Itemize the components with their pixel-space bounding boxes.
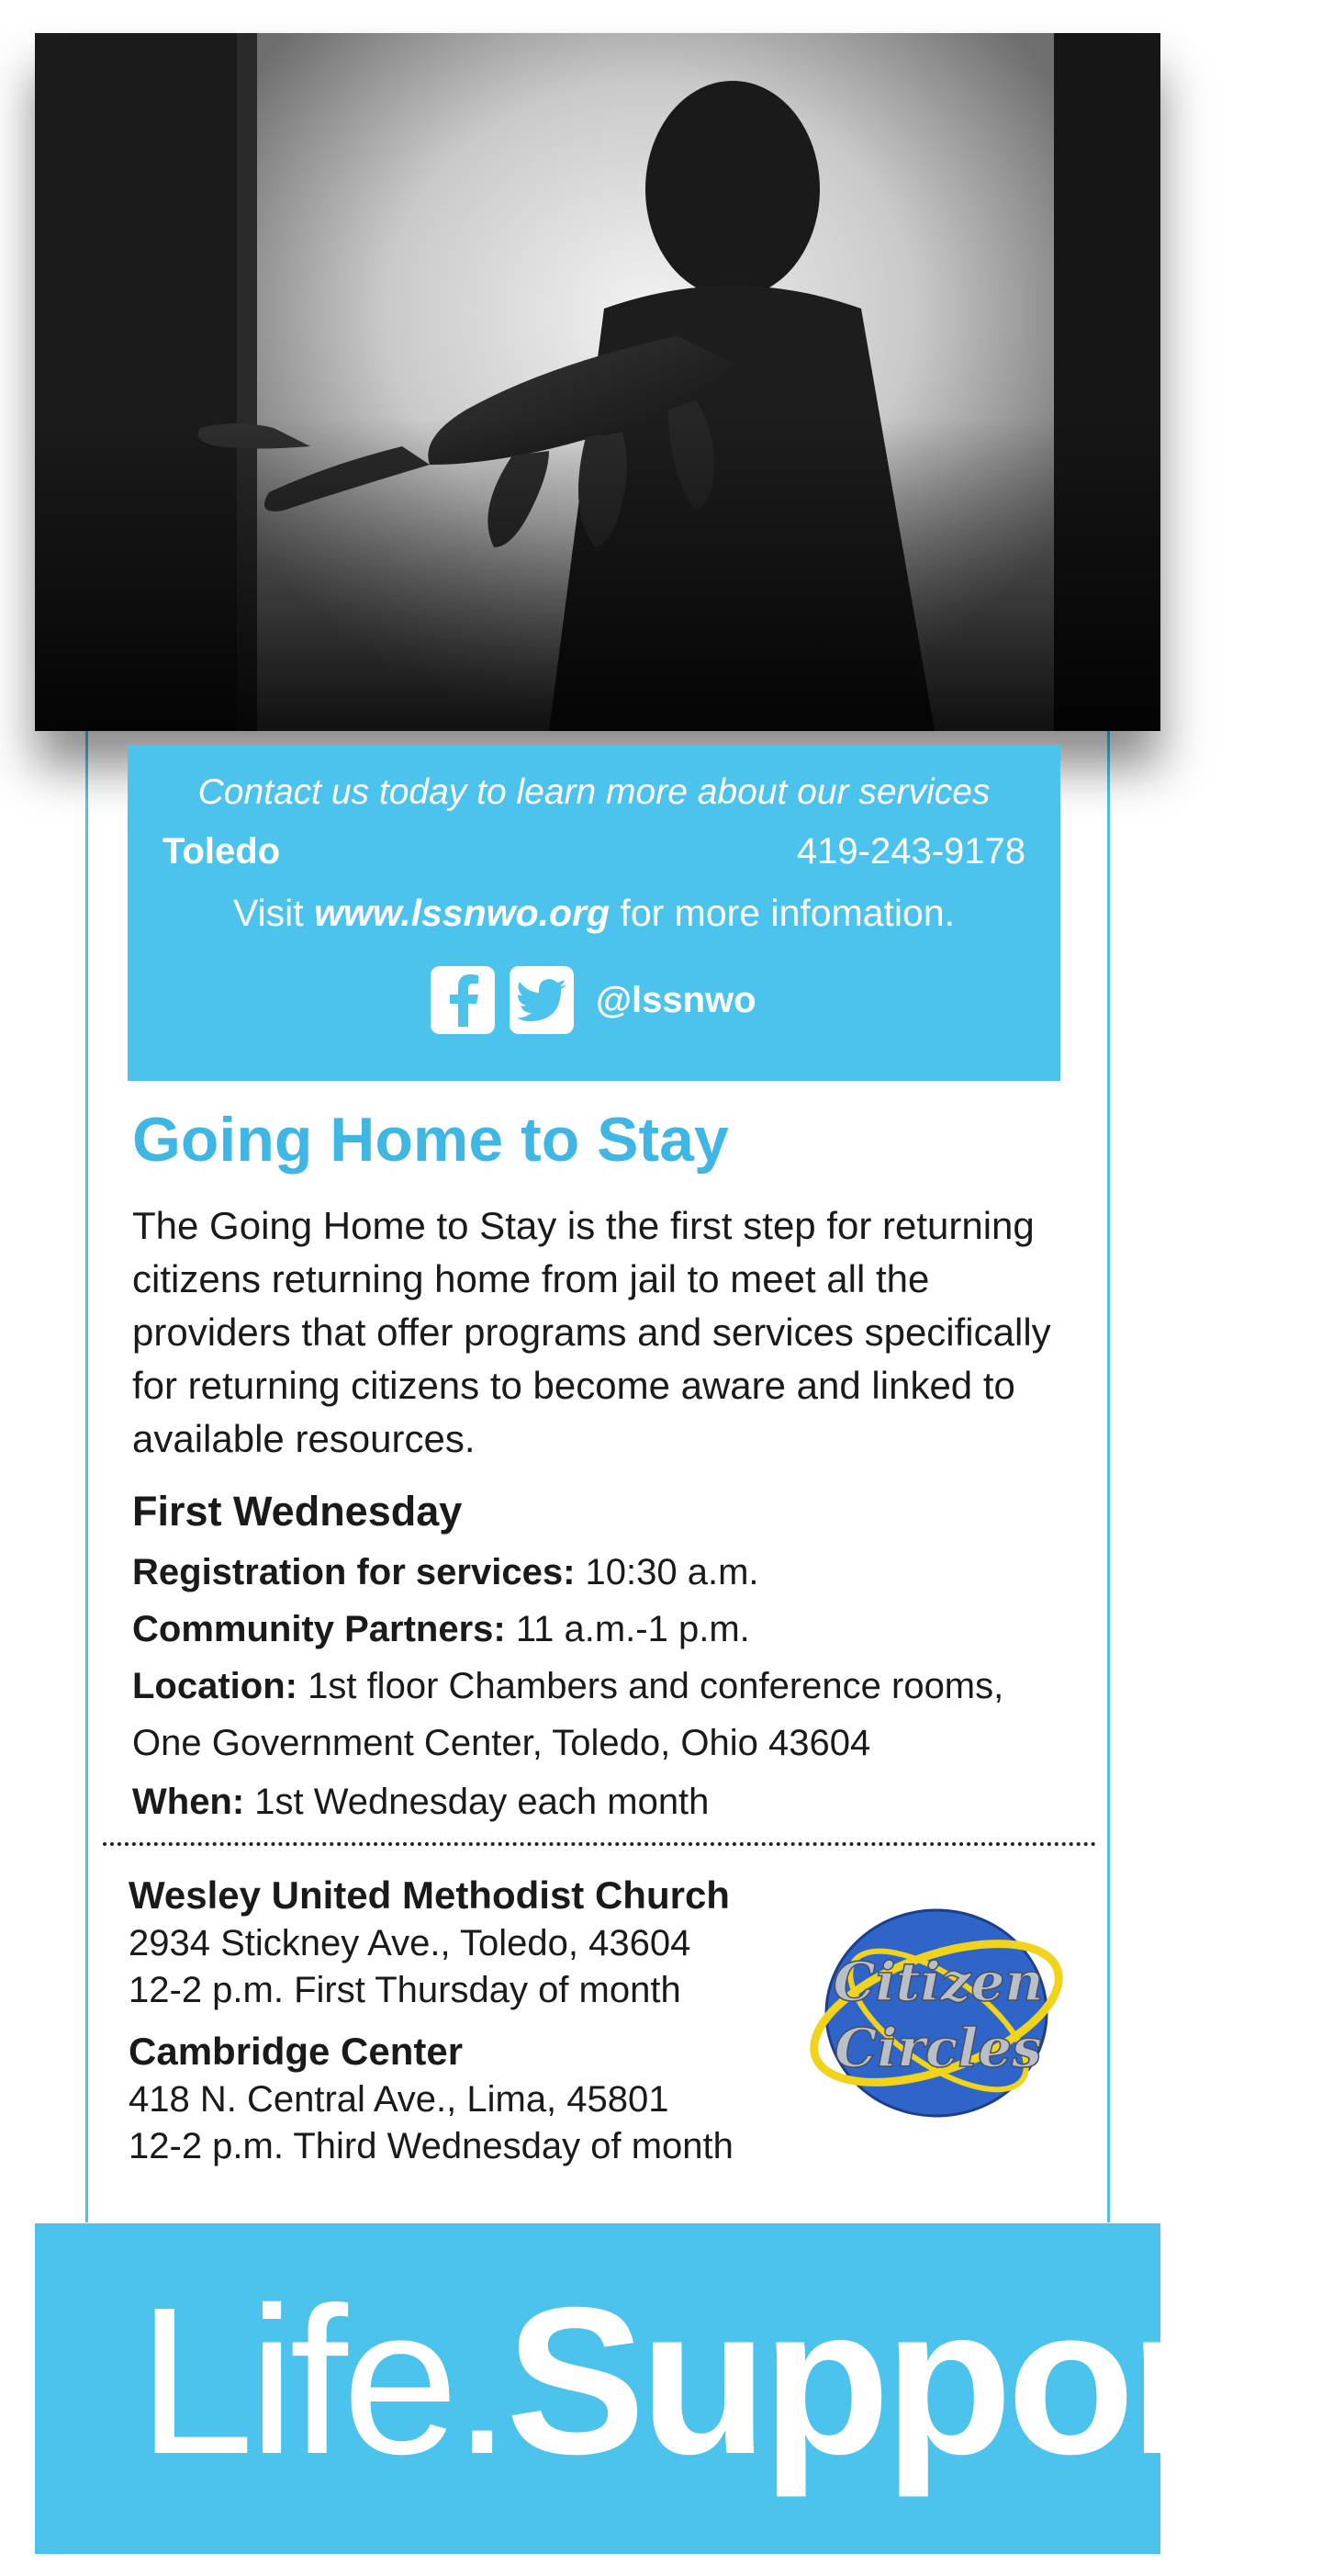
detail-registration: Registration for services: 10:30 a.m.	[132, 1552, 759, 1592]
citizen-circles-logo	[801, 1892, 1076, 2138]
tagline	[138, 2262, 1322, 2501]
schedule-heading: First Wednesday	[132, 1488, 463, 1535]
location-name: Wesley United Methodist Church	[129, 1873, 730, 1917]
tagline-life: Life.	[138, 2265, 506, 2498]
location-cambridge	[129, 2030, 826, 2167]
social-handle[interactable]: @lssnwo	[596, 979, 756, 1020]
contact-box	[128, 745, 1060, 1081]
hero-photo	[35, 33, 1160, 731]
contact-city: Toledo	[162, 831, 281, 872]
location-wesley	[129, 1873, 826, 2011]
svg-text:Citizen: Citizen	[833, 1951, 1044, 2013]
reaching-hand-photo	[35, 33, 1160, 731]
twitter-icon[interactable]	[510, 966, 574, 1034]
contact-intro: Contact us today to learn more about our services	[197, 772, 991, 812]
visit-prefix: Visit	[232, 892, 315, 934]
visit-line	[128, 892, 1060, 935]
svg-text:Circles: Circles	[835, 2017, 1042, 2079]
location-address: 2934 Stickney Ave., Toledo, 43604	[129, 1923, 691, 1963]
tagline-banner	[35, 2223, 1322, 2554]
location-address: 418 N. Central Ave., Lima, 45801	[129, 2079, 669, 2120]
dotted-divider	[103, 1842, 1096, 1846]
detail-location: Location: 1st floor Chambers and conference rooms,	[132, 1666, 1004, 1706]
detail-partners: Community Partners: 11 a.m.-1 p.m.	[132, 1609, 750, 1649]
social-links	[431, 963, 756, 1037]
visit-suffix: for more infomation.	[610, 892, 956, 934]
detail-location-address: One Government Center, Toledo, Ohio 43604	[132, 1723, 871, 1763]
program-title: Going Home to Stay	[132, 1105, 729, 1175]
contact-phone[interactable]: 419-243-9178	[796, 831, 1025, 872]
location-time: 12-2 p.m. Third Wednesday of month	[129, 2126, 734, 2166]
program-description: The Going Home to Stay is the first step for returning citizens returning home from jail to meet all the providers that offer programs and services specifically for returning citizens to become aware and linked to available resources.	[132, 1204, 1051, 1460]
location-name: Cambridge Center	[129, 2030, 464, 2073]
website-link[interactable]: www.lssnwo.org	[314, 892, 611, 934]
tagline-support: Support.	[505, 2265, 1322, 2498]
facebook-icon[interactable]	[431, 966, 495, 1034]
detail-when: When: 1st Wednesday each month	[132, 1782, 710, 1822]
location-time: 12-2 p.m. First Thursday of month	[129, 1970, 681, 2010]
